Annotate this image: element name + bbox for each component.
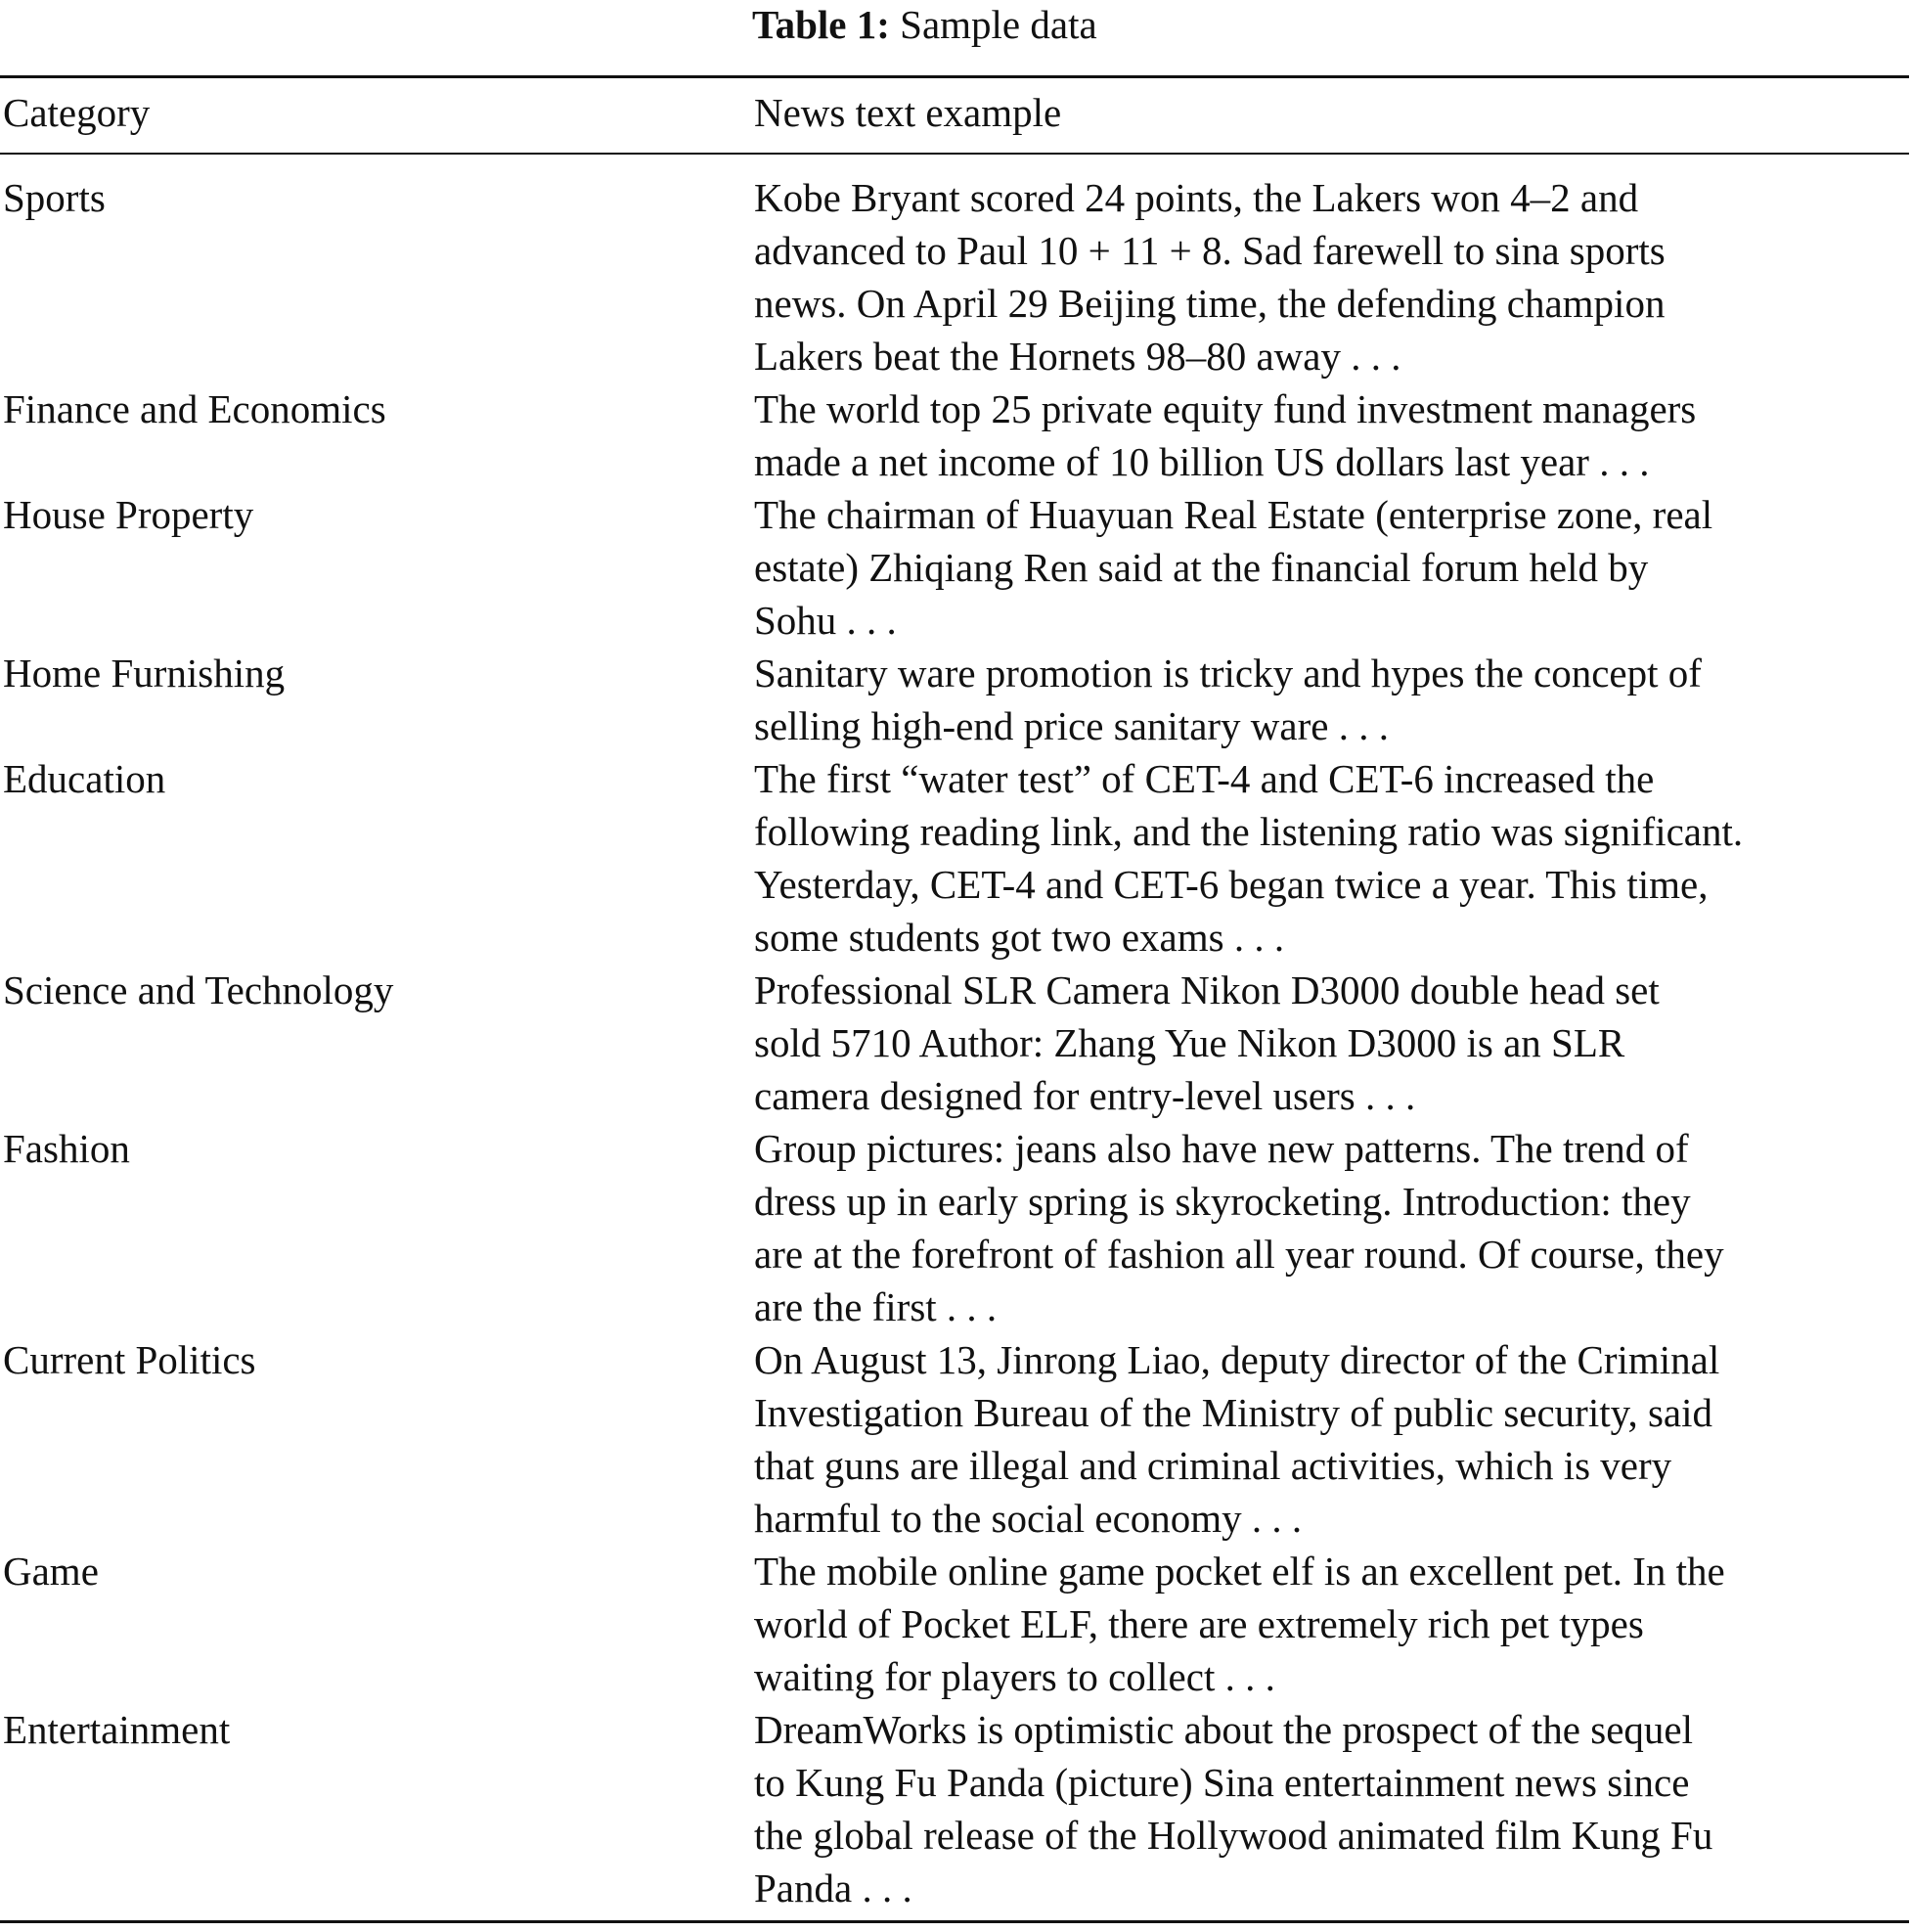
news-text-line: are the first . . . xyxy=(754,1284,998,1329)
table-row xyxy=(0,1122,1909,1333)
news-text-line: the global release of the Hollywood animated film Kung Fu xyxy=(754,1813,1713,1858)
table-header-row xyxy=(0,86,1909,139)
category-cell: Education xyxy=(3,756,166,801)
category-cell: Game xyxy=(3,1549,99,1594)
news-text-line: camera designed for entry-level users . . . xyxy=(754,1073,1416,1118)
news-text-line: advanced to Paul 10 + 11 + 8. Sad farewell to sina sports xyxy=(754,228,1666,273)
news-text-line: harmful to the social economy . . . xyxy=(754,1496,1303,1541)
table-top-rule xyxy=(0,75,1909,78)
table-row xyxy=(0,752,1909,964)
news-text-line: Yesterday, CET-4 and CET-6 began twice a year. This time, xyxy=(754,862,1709,907)
news-text-line: that guns are illegal and criminal activities, which is very xyxy=(754,1443,1672,1488)
category-cell: Entertainment xyxy=(3,1707,231,1752)
table-row xyxy=(0,488,1909,647)
news-text-line: Panda . . . xyxy=(754,1865,912,1910)
table-row xyxy=(0,1545,1909,1703)
column-header-category: Category xyxy=(3,90,151,135)
news-text-line: selling high-end price sanitary ware . . . xyxy=(754,703,1389,748)
news-text-cell xyxy=(754,964,1908,1122)
news-text-line: Lakers beat the Hornets 98–80 away . . . xyxy=(754,334,1401,379)
news-text-cell xyxy=(754,1122,1908,1333)
table-caption xyxy=(752,0,1097,49)
column-header-news-text: News text example xyxy=(754,90,1062,135)
news-text-cell xyxy=(754,382,1908,488)
news-text-line: dress up in early spring is skyrocketing. Introduction: they xyxy=(754,1179,1691,1224)
news-text-line: Investigation Bureau of the Ministry of public security, said xyxy=(754,1390,1712,1435)
category-cell: Sports xyxy=(3,175,106,220)
news-text-line: Sohu . . . xyxy=(754,598,897,643)
news-text-line: Kobe Bryant scored 24 points, the Lakers won 4–2 and xyxy=(754,175,1639,220)
news-text-line: are at the forefront of fashion all year round. Of course, they xyxy=(754,1232,1724,1277)
category-cell: House Property xyxy=(3,492,254,537)
news-text-line: The first “water test” of CET-4 and CET-6 increased the xyxy=(754,756,1655,801)
table-header-rule xyxy=(0,153,1909,155)
news-text-line: sold 5710 Author: Zhang Yue Nikon D3000 is an SLR xyxy=(754,1020,1625,1065)
table-row xyxy=(0,382,1909,488)
news-text-line: Group pictures: jeans also have new patterns. The trend of xyxy=(754,1126,1689,1171)
table-row xyxy=(0,171,1909,382)
table-body xyxy=(0,171,1909,1914)
news-text-line: made a net income of 10 billion US dollars last year . . . xyxy=(754,439,1650,484)
news-text-line: world of Pocket ELF, there are extremely rich pet types xyxy=(754,1601,1644,1646)
table-caption-label: Table 1: xyxy=(752,2,890,47)
news-text-line: The mobile online game pocket elf is an excellent pet. In the xyxy=(754,1549,1725,1594)
news-text-cell xyxy=(754,1545,1908,1703)
table-row xyxy=(0,1703,1909,1914)
news-text-line: Professional SLR Camera Nikon D3000 double head set xyxy=(754,967,1660,1012)
news-text-line: news. On April 29 Beijing time, the defending champion xyxy=(754,281,1666,326)
news-text-line: some students got two exams . . . xyxy=(754,915,1285,960)
news-text-line: On August 13, Jinrong Liao, deputy director of the Criminal xyxy=(754,1337,1720,1382)
news-text-line: waiting for players to collect . . . xyxy=(754,1654,1275,1699)
news-text-line: following reading link, and the listening ratio was significant. xyxy=(754,809,1744,854)
table-caption-title: Sample data xyxy=(900,2,1097,47)
news-text-cell xyxy=(754,1333,1908,1545)
news-text-line: The chairman of Huayuan Real Estate (enterprise zone, real xyxy=(754,492,1713,537)
news-text-cell xyxy=(754,488,1908,647)
news-text-line: The world top 25 private equity fund investment managers xyxy=(754,386,1697,431)
category-cell: Fashion xyxy=(3,1126,130,1171)
news-text-line: to Kung Fu Panda (picture) Sina entertainment news since xyxy=(754,1760,1690,1805)
news-text-cell xyxy=(754,171,1908,382)
news-text-line: estate) Zhiqiang Ren said at the financial forum held by xyxy=(754,545,1649,590)
category-cell: Science and Technology xyxy=(3,967,394,1012)
news-text-cell xyxy=(754,1703,1908,1914)
table-row xyxy=(0,964,1909,1122)
table-bottom-rule xyxy=(0,1920,1909,1923)
news-text-line: DreamWorks is optimistic about the prospect of the sequel xyxy=(754,1707,1693,1752)
table-row xyxy=(0,1333,1909,1545)
category-cell: Current Politics xyxy=(3,1337,256,1382)
table-row xyxy=(0,647,1909,752)
news-text-cell xyxy=(754,752,1908,964)
news-text-line: Sanitary ware promotion is tricky and hypes the concept of xyxy=(754,651,1702,696)
category-cell: Finance and Economics xyxy=(3,386,386,431)
news-text-cell xyxy=(754,647,1908,752)
category-cell: Home Furnishing xyxy=(3,651,286,696)
